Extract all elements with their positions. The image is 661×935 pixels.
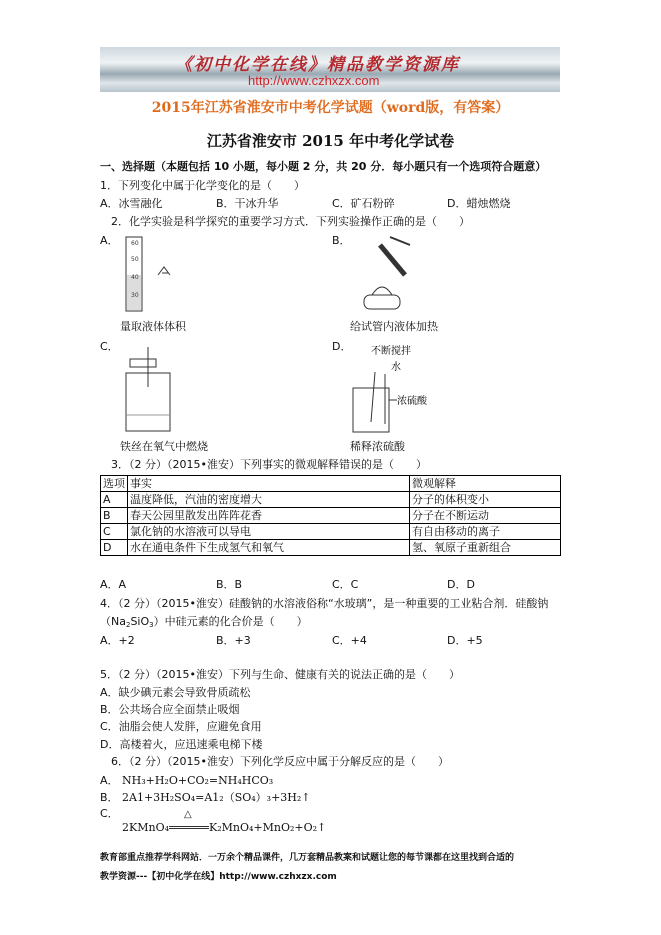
q4-option-a: A．+2 <box>100 634 135 647</box>
q6-equation-b: 2A1+3H₂SO₄=A1₂（SO₄）₃+3H₂↑ <box>122 791 311 804</box>
graduated-cylinder-figure <box>118 235 188 315</box>
q6-label-c: C． <box>100 807 119 820</box>
acid-label: 浓硫酸 <box>397 396 427 407</box>
iron-wire-oxygen-figure <box>118 345 178 435</box>
water-label: 水 <box>391 362 401 373</box>
q2-label-d: D． <box>332 340 352 353</box>
q3-option-d: D．D <box>447 578 475 591</box>
footer-line-1: 教育部重点推荐学科网站．一万余个精品课件，几万套精品教案和试题让您的每节课都在这里找到合适的 <box>100 853 515 863</box>
exam-heading: 江苏省淮安市 2015 年中考化学试卷 <box>206 132 455 150</box>
table-row: A 温度降低，汽油的密度增大 分子的体积变小 <box>101 492 561 508</box>
q6-stem: 6．（2 分）（2015•淮安）下列化学反应中属于分解反应的是（ ） <box>111 755 449 768</box>
header-fact: 事实 <box>128 476 410 492</box>
scale-30: 30 <box>131 292 139 299</box>
table-row: D 水在通电条件下生成氢气和氧气 氢、氧原子重新组合 <box>101 540 561 556</box>
footer-line-2[interactable]: 教学资源---【初中化学在线】http://www.czhxzx.com <box>100 872 337 882</box>
q5-option-a: A．缺少碘元素会导致骨质疏松 <box>100 686 251 699</box>
q2-stem: 2．化学实验是科学探究的重要学习方式．下列实验操作正确的是（ ） <box>111 215 470 228</box>
q1-stem: 1．下列变化中属于化学变化的是（ ） <box>100 179 305 192</box>
document-title: 2015年江苏省淮安市中考化学试题（word版，有答案） <box>151 100 510 116</box>
q3-table <box>100 475 561 556</box>
q4-option-b: B．+3 <box>216 634 251 647</box>
q4-stem: 4．（2 分）（2015•淮安）硅酸钠的水溶液俗称“水玻璃”，是一种重要的工业粘合剂．硅酸钠 <box>100 597 549 610</box>
q6-equation-a: NH₃+H₂O+CO₂=NH₄HCO₃ <box>122 774 274 787</box>
q2-label-b: B． <box>332 234 351 247</box>
q5-option-c: C．油脂会使人发胖，应避免食用 <box>100 720 262 733</box>
table-row: B 春天公园里散发出阵阵花香 分子在不断运动 <box>101 508 561 524</box>
q1-option-b: B．干冰升华 <box>216 197 279 210</box>
q1-option-c: C．矿石粉碎 <box>332 197 395 210</box>
table-row: C 氯化钠的水溶液可以导电 有自由移动的离子 <box>101 524 561 540</box>
table-header-row <box>101 476 561 492</box>
heat-symbol: △ <box>184 809 192 820</box>
q2-label-a: A． <box>100 234 119 247</box>
q2-caption-c: 铁丝在氧气中燃烧 <box>120 440 208 453</box>
q2-caption-b: 给试管内液体加热 <box>350 320 438 333</box>
q5-stem: 5．（2 分）（2015•淮安）下列与生命、健康有关的说法正确的是（ ） <box>100 668 460 681</box>
header-option: 选项 <box>101 476 128 492</box>
scale-50: 50 <box>131 256 139 263</box>
q1-option-a: A．冰雪融化 <box>100 197 163 210</box>
banner-url[interactable]: http://www.czhxzx.com <box>248 73 380 88</box>
q2-caption-a: 量取液体体积 <box>120 320 186 333</box>
q5-option-b: B．公共场合应全面禁止吸烟 <box>100 703 240 716</box>
banner-image <box>100 47 560 92</box>
q6-label-a: A． <box>100 774 119 787</box>
q3-stem: 3．（2 分）（2015•淮安）下列事实的微观解释错误的是（ ） <box>111 458 427 471</box>
scale-60: 60 <box>131 240 139 247</box>
banner-title: 《初中化学在线》精品教学资源库 <box>175 55 460 75</box>
q3-option-a: A．A <box>100 578 127 591</box>
q4-stem-line2: $(Na_2SiO_3)$中硅元素的化合价是（ ） <box>100 615 308 629</box>
q2-label-c: C． <box>100 340 119 353</box>
q6-label-b: B． <box>100 791 119 804</box>
q2-caption-d: 稀释浓硫酸 <box>350 440 405 453</box>
section-heading: 一、选择题（本题包括 10 小题，每小题 2 分，共 20 分．每小题只有一个选项符合题意） <box>100 160 547 173</box>
q4-option-d: D．+5 <box>447 634 483 647</box>
q6-equation-c: 2KMnO₄ △ K₂MnO₄+MnO₂+O₂↑ <box>122 809 327 834</box>
q3-option-c: C．C <box>332 578 359 591</box>
q5-option-d: D．高楼着火，应迅速乘电梯下楼 <box>100 738 263 751</box>
q3-option-b: B．B <box>216 578 243 591</box>
header-explanation: 微观解释 <box>410 476 561 492</box>
stir-label: 不断搅拌 <box>371 346 411 357</box>
q4-option-c: C．+4 <box>332 634 367 647</box>
test-tube-heating-figure <box>350 235 420 315</box>
dilute-sulfuric-acid-figure <box>345 342 465 437</box>
scale-40: 40 <box>131 274 139 281</box>
q1-option-d: D．蜡烛燃烧 <box>447 197 511 210</box>
